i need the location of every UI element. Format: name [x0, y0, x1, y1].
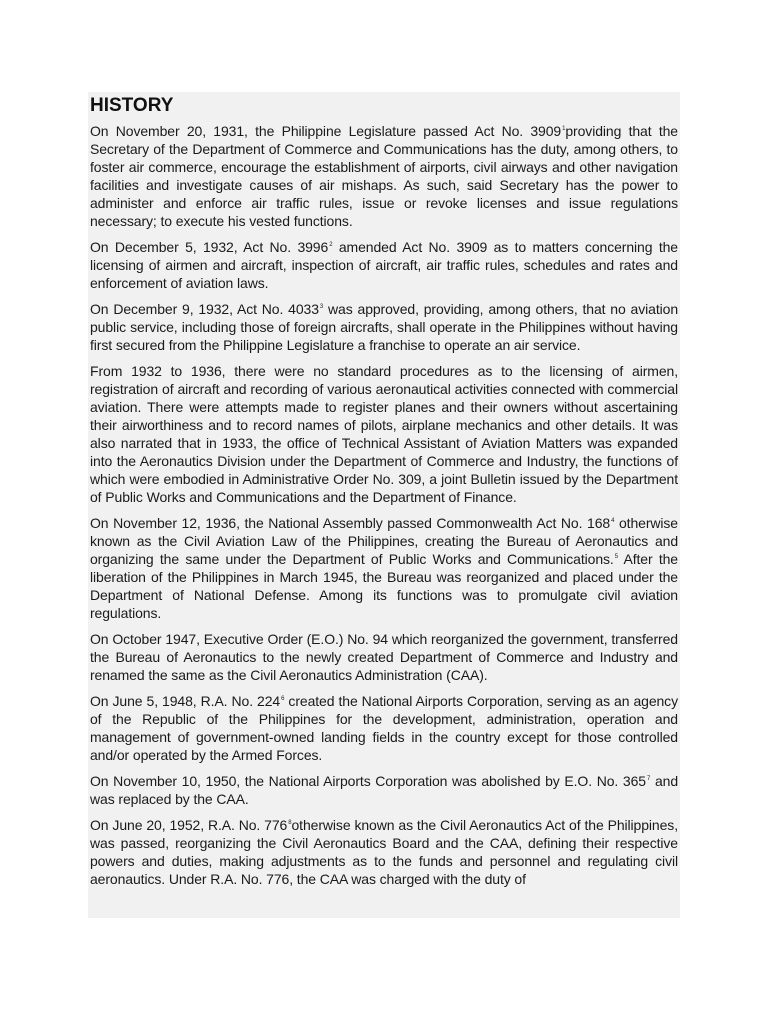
- document-body: [90, 122, 678, 888]
- paragraph-text: On June 5, 1948, R.A. No. 224: [90, 693, 281, 709]
- paragraph-text: was approved, providing, among others, that no aviation public service, including those of foreign aircrafts, shall operate in the Philippines without having first secured from the Philippine Legislature a franchise to operate an air service.: [90, 301, 679, 353]
- paragraph: [90, 630, 678, 684]
- paragraph-text: and was replaced by the CAA.: [90, 773, 679, 807]
- document-page: [88, 92, 680, 918]
- paragraph-text: otherwise known as the Civil Aeronautics Act of the Philippines, was passed, reorganizing the Civil Aeronautics Board and the CAA, defining their respective powers and duties, making adjustments as to the funds and personnel and regulating civil aeronautics. Under R.A. No. 776, the CAA was charged with the duty of: [90, 817, 678, 887]
- paragraph: [90, 816, 678, 888]
- paragraph-text: On December 5, 1932, Act No. 3996: [90, 239, 329, 255]
- footnote-marker: 1: [562, 126, 566, 133]
- document-title: HISTORY: [90, 95, 174, 116]
- paragraph: [90, 300, 678, 354]
- paragraph-text: On November 20, 1931, the Philippine Legislature passed Act No. 3909: [90, 123, 562, 139]
- paragraph-text: providing that the Secretary of the Department of Commerce and Communications has the duty, among others, to foster air commerce, encourage the establishment of airports, civil airways and other navigation facilities and investigate causes of air mishaps. As such, said Secretary has the power to administer and enforce air traffic rules, issue or revoke licenses and issue regulations necessary; to execute his vested functions.: [90, 123, 678, 229]
- paragraph: [90, 122, 678, 230]
- paragraph: [90, 692, 678, 764]
- paragraph-text: On June 20, 1952, R.A. No. 776: [90, 817, 288, 833]
- paragraph-text: After the liberation of the Philippines in March 1945, the Bureau was reorganized and placed under the Department of National Defense. Among its functions was to promulgate civil aviation regulations.: [90, 551, 678, 621]
- footnote-marker: 4: [611, 518, 615, 525]
- paragraph: [90, 238, 678, 292]
- paragraph: [90, 772, 678, 808]
- footnote-marker: 2: [329, 242, 333, 249]
- paragraph-text: On November 10, 1950, the National Airports Corporation was abolished by E.O. No. 365: [90, 773, 646, 789]
- paragraph-text: created the National Airports Corporation, serving as an agency of the Republic of the Philippines for the development, administration, operation and management of government-owned landing fields in the country except for those controlled and/or operated by the Armed Forces.: [90, 693, 678, 763]
- paragraph-text: On December 9, 1932, Act No. 4033: [90, 301, 319, 317]
- paragraph-text: From 1932 to 1936, there were no standard procedures as to the licensing of airmen, registration of aircraft and recording of various aeronautical activities connected with commercial aviation. There were attempts made to register planes and their owners without ascertaining their airworthiness and to record names of pilots, airplane mechanics and other details. It was also narrated that in 1933, the office of Technical Assistant of Aviation Matters was expanded into the Aeronautics Division under the Department of Commerce and Industry, the functions of which were embodied in Administrative Order No. 309, a joint Bulletin issued by the Department of Public Works and Communications and the Department of Finance.: [90, 363, 678, 505]
- paragraph-text: amended Act No. 3909 as to matters concerning the licensing of airmen and aircraft, inspection of aircraft, air traffic rules, schedules and rates and enforcement of aviation laws.: [90, 239, 678, 291]
- paragraph-text: On November 12, 1936, the National Assembly passed Commonwealth Act No. 168: [90, 515, 611, 531]
- paragraph: [90, 514, 678, 622]
- footnote-marker: 8: [288, 820, 292, 827]
- paragraph-text: On October 1947, Executive Order (E.O.) No. 94 which reorganized the government, transferred the Bureau of Aeronautics to the newly created Department of Commerce and Industry and renamed the same as the Civil Aeronautics Administration (CAA).: [90, 631, 678, 683]
- footnote-marker: 3: [319, 304, 324, 311]
- footnote-marker: 7: [646, 776, 651, 783]
- paragraph: [90, 362, 678, 506]
- paragraph-text: otherwise known as the Civil Aviation Law of the Philippines, creating the Bureau of Aeronautics and organizing the same under the Department of Public Works and Communications.: [90, 515, 678, 567]
- footnote-marker: 5: [614, 554, 618, 561]
- footnote-marker: 6: [281, 696, 285, 703]
